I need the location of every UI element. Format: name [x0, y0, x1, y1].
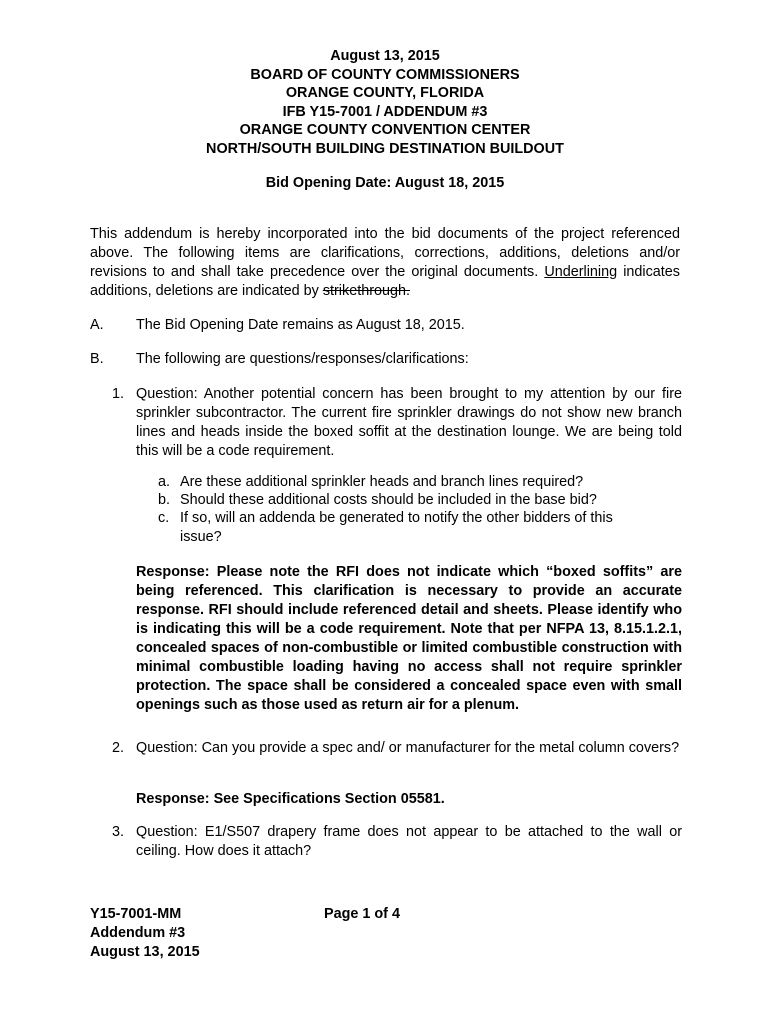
sub-text: Are these additional sprinkler heads and branch lines required?	[180, 474, 584, 490]
bid-opening-date: Bid Opening Date: August 18, 2015	[265, 175, 505, 191]
question-text: Question: Another potential concern has been brought to my attention by our fire sprinkler subcontractor. The current fire sprinkler drawings do not show new branch lines and heads inside the boxed soffit at the destination lounge. We are being told this will be a code requirement.	[136, 386, 682, 459]
footer-addendum: Addendum #3	[90, 925, 186, 941]
sub-question-b	[158, 491, 648, 510]
underline-example: Underlining	[544, 264, 618, 280]
item-text: The following are questions/responses/clarifications:	[136, 351, 469, 367]
question-number: 2.	[112, 740, 125, 756]
item-label: A.	[90, 317, 104, 333]
footer-doc-id: Y15-7001-MM	[90, 906, 182, 922]
intro-middle: indicates additions, deletions are indicated by	[90, 264, 680, 299]
sub-label: a.	[158, 474, 171, 490]
header-date: August 13, 2015	[330, 48, 440, 64]
header-board: BOARD OF COUNTY COMMISSIONERS	[250, 66, 520, 83]
response-1: Response: Please note the RFI does not indicate which “boxed soffits” are being referenced. This clarification is necessary to provide an accurate response. RFI should include referenced detail and sheets. Please identify who is indicating this will be a code requirement. Note that per NFPA 13, 8.15.1.2.1, concealed spaces of non-combustible or limited combustible construction with minimal combustible loading having no access shall not require sprinkler protection. The space shall be considered a concealed space even with small openings such as those used as return air for a plenum.	[136, 564, 682, 713]
document-header	[0, 47, 770, 159]
intro-paragraph	[90, 225, 680, 301]
sub-label: c.	[158, 510, 170, 526]
header-center: ORANGE COUNTY CONVENTION CENTER	[239, 122, 531, 139]
footer-date: August 13, 2015	[90, 944, 200, 960]
question-number: 1.	[112, 386, 125, 402]
sub-text: If so, will an addenda be generated to notify the other bidders of this issue?	[180, 510, 613, 545]
header-county: ORANGE COUNTY, FLORIDA	[285, 85, 485, 102]
footer-reference	[90, 905, 200, 962]
question-number: 3.	[112, 824, 125, 840]
response-2: Response: See Specifications Section 05581.	[136, 791, 445, 807]
sub-label: b.	[158, 492, 171, 508]
question-1	[112, 385, 682, 461]
question-3	[112, 823, 682, 861]
intro-text: This addendum is hereby incorporated into the bid documents of the project referenced above. The following items are clarifications, corrections, additions, deletions and/or revisions to and shall take precedence over the original documents.	[90, 226, 680, 280]
header-project: NORTH/SOUTH BUILDING DESTINATION BUILDOUT	[206, 140, 564, 157]
strikethrough-example: strikethrough.	[322, 283, 410, 299]
page-number: Page 1 of 4	[324, 906, 400, 922]
question-text: Question: Can you provide a spec and/ or manufacturer for the metal column covers?	[136, 740, 680, 756]
sub-question-a	[158, 473, 648, 492]
item-label: B.	[90, 351, 104, 367]
item-text: The Bid Opening Date remains as August 18, 2015.	[136, 317, 465, 333]
question-2	[112, 739, 682, 758]
sub-question-c	[158, 509, 648, 547]
question-text: Question: E1/S507 drapery frame does not appear to be attached to the wall or ceiling. How does it attach?	[136, 824, 682, 859]
sub-text: Should these additional costs should be included in the base bid?	[180, 492, 597, 508]
header-ifb: IFB Y15-7001 / ADDENDUM #3	[282, 103, 488, 120]
